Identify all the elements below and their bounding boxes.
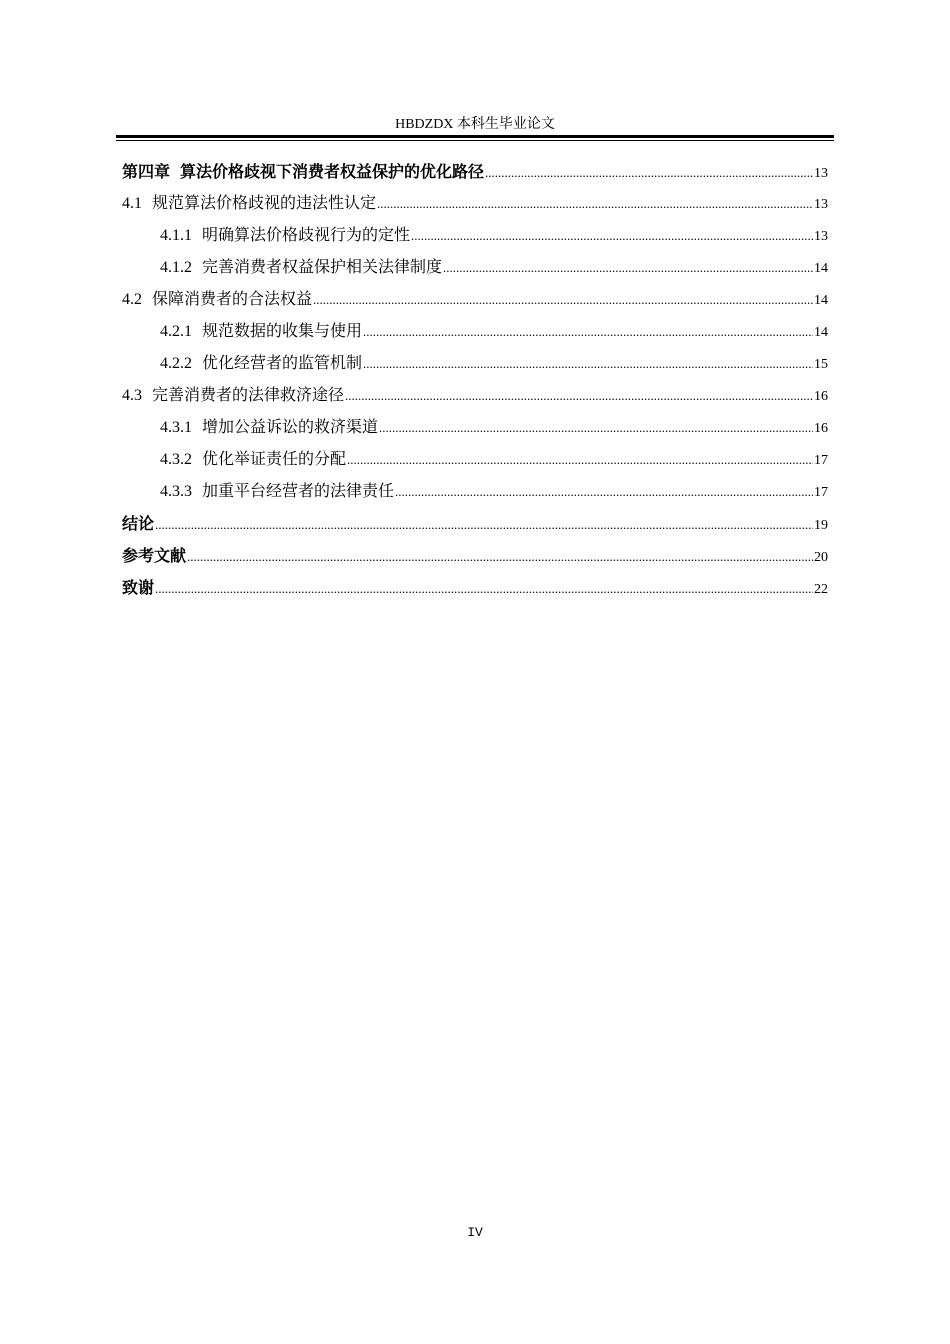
toc-entry-page: 14 <box>814 293 828 308</box>
toc-entry-page: 13 <box>814 166 828 181</box>
toc-entry-title <box>160 348 362 380</box>
toc-leader-dots <box>313 284 813 316</box>
toc-entry-label: 增加公益诉讼的救济渠道 <box>202 419 379 436</box>
toc-entry-number: 4.3.2 <box>160 451 192 468</box>
toc-entry-page: 22 <box>814 582 828 597</box>
toc-entry-title: 结论 <box>122 514 155 533</box>
toc-entry-page: 13 <box>814 197 828 212</box>
toc-entry-title <box>122 188 376 220</box>
toc-leader-dots <box>443 252 813 284</box>
toc-entry-label: 加重平台经营者的法律责任 <box>202 483 395 500</box>
toc-entry[interactable] <box>122 156 828 188</box>
toc-entry[interactable] <box>122 348 828 380</box>
toc-entry-page: 13 <box>814 229 828 244</box>
header-rule-thick <box>116 135 834 138</box>
toc-entry-number: 4.1.2 <box>160 259 192 276</box>
toc-entry-title <box>160 476 394 508</box>
toc-entry-number: 4.1 <box>122 195 142 212</box>
toc-entry-number: 第四章 <box>122 162 171 181</box>
toc-entry-label: 规范算法价格歧视的违法性认定 <box>152 195 377 212</box>
toc-entry-number: 4.3 <box>122 387 142 404</box>
toc-entry-label: 优化经营者的监管机制 <box>202 355 363 372</box>
toc-entry-page: 19 <box>814 518 828 533</box>
toc-entry-title <box>122 156 484 188</box>
toc-entry[interactable] <box>122 572 828 604</box>
toc-entry-page: 17 <box>814 485 828 500</box>
toc-leader-dots <box>363 316 813 348</box>
toc-entry-number: 4.1.1 <box>160 227 192 244</box>
toc-entry[interactable] <box>122 476 828 508</box>
toc-leader-dots <box>155 573 813 605</box>
toc-entry-title <box>160 444 346 476</box>
toc-entry[interactable] <box>122 412 828 444</box>
toc-entry-page: 15 <box>814 357 828 372</box>
toc-entry-page: 14 <box>814 325 828 340</box>
toc-entry[interactable] <box>122 188 828 220</box>
toc-leader-dots <box>411 220 813 252</box>
toc-entry[interactable] <box>122 540 828 572</box>
toc-entry-label: 算法价格歧视下消费者权益保护的优化路径 <box>180 162 485 181</box>
toc-entry-page: 14 <box>814 261 828 276</box>
header-title: HBDZDX 本科生毕业论文 <box>395 117 555 132</box>
toc-entry-label: 明确算法价格歧视行为的定性 <box>202 227 411 244</box>
toc-entry-page: 16 <box>814 421 828 436</box>
toc-entry-title <box>122 284 312 316</box>
toc-entry[interactable] <box>122 508 828 540</box>
toc-leader-dots <box>345 380 813 412</box>
toc-entry[interactable] <box>122 316 828 348</box>
toc-entry[interactable] <box>122 380 828 412</box>
toc-leader-dots <box>347 444 813 476</box>
toc-entry-label: 保障消费者的合法权益 <box>152 291 313 308</box>
toc-entry-title: 参考文献 <box>122 546 187 565</box>
toc-entry[interactable] <box>122 220 828 252</box>
toc-entry-page: 20 <box>814 550 828 565</box>
toc-entry-label: 完善消费者权益保护相关法律制度 <box>202 259 443 276</box>
toc-leader-dots <box>187 541 813 573</box>
toc-entry-page: 16 <box>814 389 828 404</box>
page-number: IV <box>467 1225 483 1240</box>
toc-entry-label: 完善消费者的法律救济途径 <box>152 387 345 404</box>
toc-leader-dots <box>395 476 813 508</box>
toc-leader-dots <box>377 188 813 220</box>
toc-entry-title <box>160 252 442 284</box>
toc-entry-label: 优化举证责任的分配 <box>202 451 347 468</box>
toc-entry-number: 4.2.2 <box>160 355 192 372</box>
toc-entry-page: 17 <box>814 453 828 468</box>
toc-entry-number: 4.2.1 <box>160 323 192 340</box>
toc-entry-title <box>160 220 410 252</box>
table-of-contents <box>122 156 828 604</box>
page-header <box>116 116 834 134</box>
toc-leader-dots <box>155 509 813 541</box>
toc-leader-dots <box>379 412 813 444</box>
toc-entry[interactable] <box>122 252 828 284</box>
toc-leader-dots <box>485 157 813 189</box>
toc-entry-label: 规范数据的收集与使用 <box>202 323 363 340</box>
header-rule-thin <box>116 140 834 141</box>
toc-entry[interactable] <box>122 444 828 476</box>
toc-entry[interactable] <box>122 284 828 316</box>
toc-entry-title <box>122 380 344 412</box>
toc-entry-number: 4.3.1 <box>160 419 192 436</box>
page-footer <box>0 1225 950 1240</box>
toc-entry-number: 4.3.3 <box>160 483 192 500</box>
toc-entry-number: 4.2 <box>122 291 142 308</box>
toc-entry-title <box>160 412 378 444</box>
toc-leader-dots <box>363 348 813 380</box>
toc-entry-title <box>160 316 362 348</box>
toc-entry-title: 致谢 <box>122 578 155 597</box>
